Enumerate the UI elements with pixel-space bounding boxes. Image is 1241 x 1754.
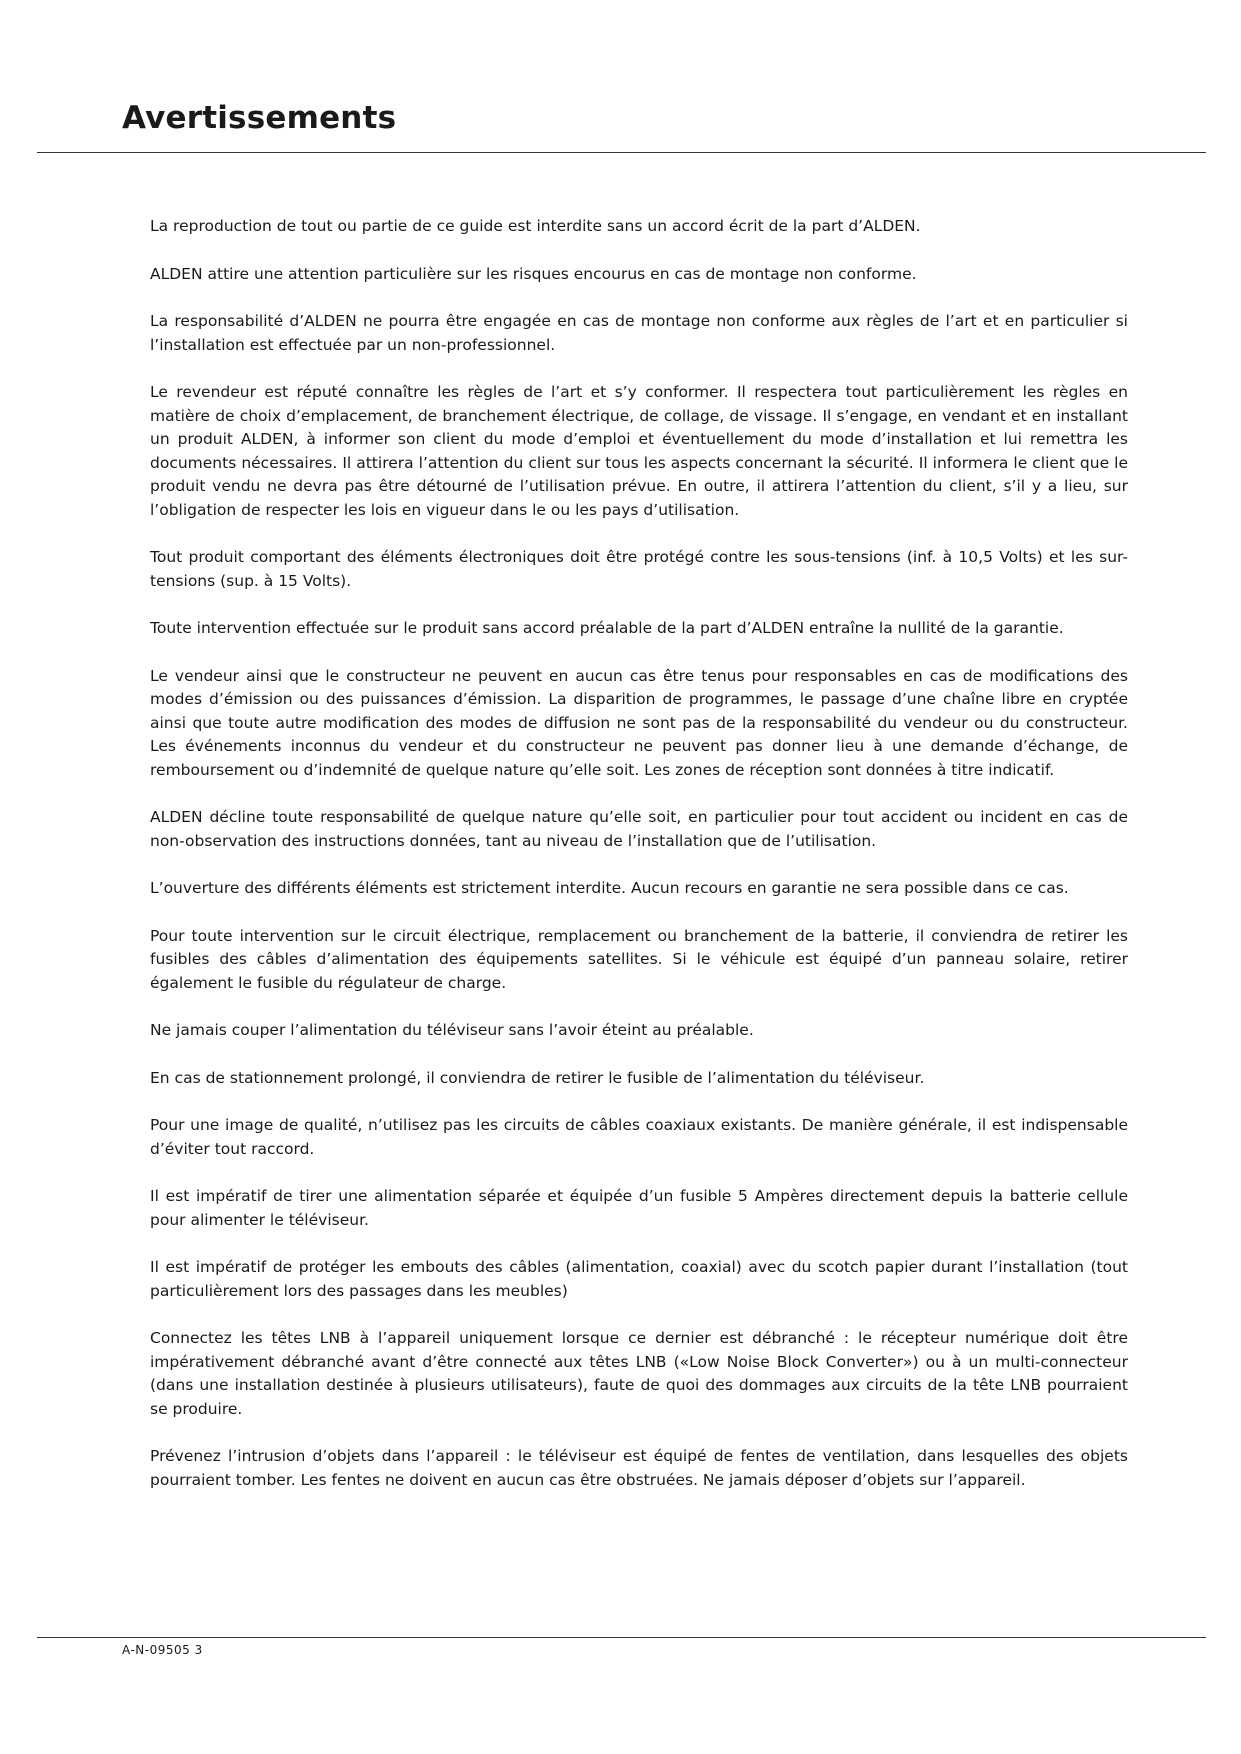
paragraph-intervention: Toute intervention effectuée sur le produit sans accord préalable de la part d’ALDEN entraîne la nullité de la garantie.: [150, 619, 1064, 637]
header-divider: [37, 152, 1206, 153]
paragraph-vendeur: Le vendeur ainsi que le constructeur ne peuvent en aucun cas être tenus pour responsables en cas de modifications des modes d’émission ou des puissances d’émission. La disparition de programmes, le passage d’une chaîne libre en cryptée ainsi que toute autre modification des modes de diffusion ne sont pas de la responsabilité du vendeur ou du constructeur. Les événements inconnus du vendeur et du constructeur ne peuvent pas donner lieu à une demande d’échange, de remboursement ou d’indemnité de quelque nature qu’elle soit. Les zones de réception sont données à titre indicatif.: [150, 666, 1128, 779]
paragraph-intrusion: Prévenez l’intrusion d’objets dans l’appareil : le téléviseur est équipé de fentes de ventilation, dans lesquelles des objets pourraient tomber. Les fentes ne doivent en aucun cas être obstruées. Ne jamais déposer d’objets sur l’appareil.: [150, 1447, 1128, 1489]
paragraph-reproduction: La reproduction de tout ou partie de ce guide est interdite sans un accord écrit de la part d’ALDEN.: [150, 217, 921, 235]
paragraph-embouts: Il est impératif de protéger les embouts des câbles (alimentation, coaxial) avec du scotch papier durant l’installation (tout particulièrement lors des passages dans les meubles): [150, 1258, 1128, 1300]
paragraph-responsabilite: La responsabilité d’ALDEN ne pourra être engagée en cas de montage non conforme aux règles de l’art et en particulier si l’installation est effectuée par un non-professionnel.: [150, 312, 1128, 354]
paragraph-circuit: Pour toute intervention sur le circuit électrique, remplacement ou branchement de la batterie, il conviendra de retirer les fusibles des câbles d’alimentation des équipements satellites. Si le véhicule est équipé d’un panneau solaire, retirer également le fusible du régulateur de charge.: [150, 926, 1128, 992]
paragraph-lnb: Connectez les têtes LNB à l’appareil uniquement lorsque ce dernier est débranché : le récepteur numérique doit être impérativement débranché avant d’être connecté aux têtes LNB («Low Noise Block Converter») ou à un multi-connecteur (dans une installation destinée à plusieurs utilisateurs), faute de quoi des dommages aux circuits de la tête LNB pourraient se produire.: [150, 1329, 1128, 1418]
paragraph-attention: ALDEN attire une attention particulière sur les risques encourus en cas de montage non conforme.: [150, 264, 917, 283]
paragraph-revendeur: Le revendeur est réputé connaître les règles de l’art et s’y conformer. Il respectera tout particulièrement les règles en matière de choix d’emplacement, de branchement électrique, de collage, de vissage. Il s’engage, en vendant et en installant un produit ALDEN, à informer son client du mode d’emploi et éventuellement du mode d’installation et lui remettra les documents nécessaires. Il attirera l’attention du client sur tous les aspects concernant la sécurité. Il informera le client que le produit vendu ne devra pas être détourné de l’utilisation prévue. En outre, il attirera l’attention du client, s’il y a lieu, sur l’obligation de respecter les lois en vigueur dans le ou les pays d’utilisation.: [150, 383, 1128, 519]
footer-divider: [37, 1637, 1206, 1638]
paragraph-couper: Ne jamais couper l’alimentation du téléviseur sans l’avoir éteint au préalable.: [150, 1021, 754, 1039]
page-title: Avertissements: [122, 100, 397, 136]
page-reference: A-N-09505 3: [122, 1643, 203, 1657]
paragraph-tensions: Tout produit comportant des éléments électroniques doit être protégé contre les sous-tensions (inf. à 10,5 Volts) et les sur-tensions (sup. à 15 Volts).: [150, 548, 1128, 590]
paragraph-ouverture: L’ouverture des différents éléments est strictement interdite. Aucun recours en garantie ne sera possible dans ce cas.: [150, 879, 1069, 897]
paragraph-decline: ALDEN décline toute responsabilité de quelque nature qu’elle soit, en particulier pour tout accident ou incident en cas de non-observation des instructions données, tant au niveau de l’installation que de l’utilisation.: [150, 808, 1128, 850]
paragraph-alimentation: Il est impératif de tirer une alimentation séparée et équipée d’un fusible 5 Ampères directement depuis la batterie cellule pour alimenter le téléviseur.: [150, 1187, 1128, 1229]
paragraph-image: Pour une image de qualité, n’utilisez pas les circuits de câbles coaxiaux existants. De manière générale, il est indispensable d’éviter tout raccord.: [150, 1116, 1128, 1158]
paragraph-stationnement: En cas de stationnement prolongé, il conviendra de retirer le fusible de l’alimentation du téléviseur.: [150, 1068, 925, 1087]
warnings-body: [150, 215, 1128, 1516]
